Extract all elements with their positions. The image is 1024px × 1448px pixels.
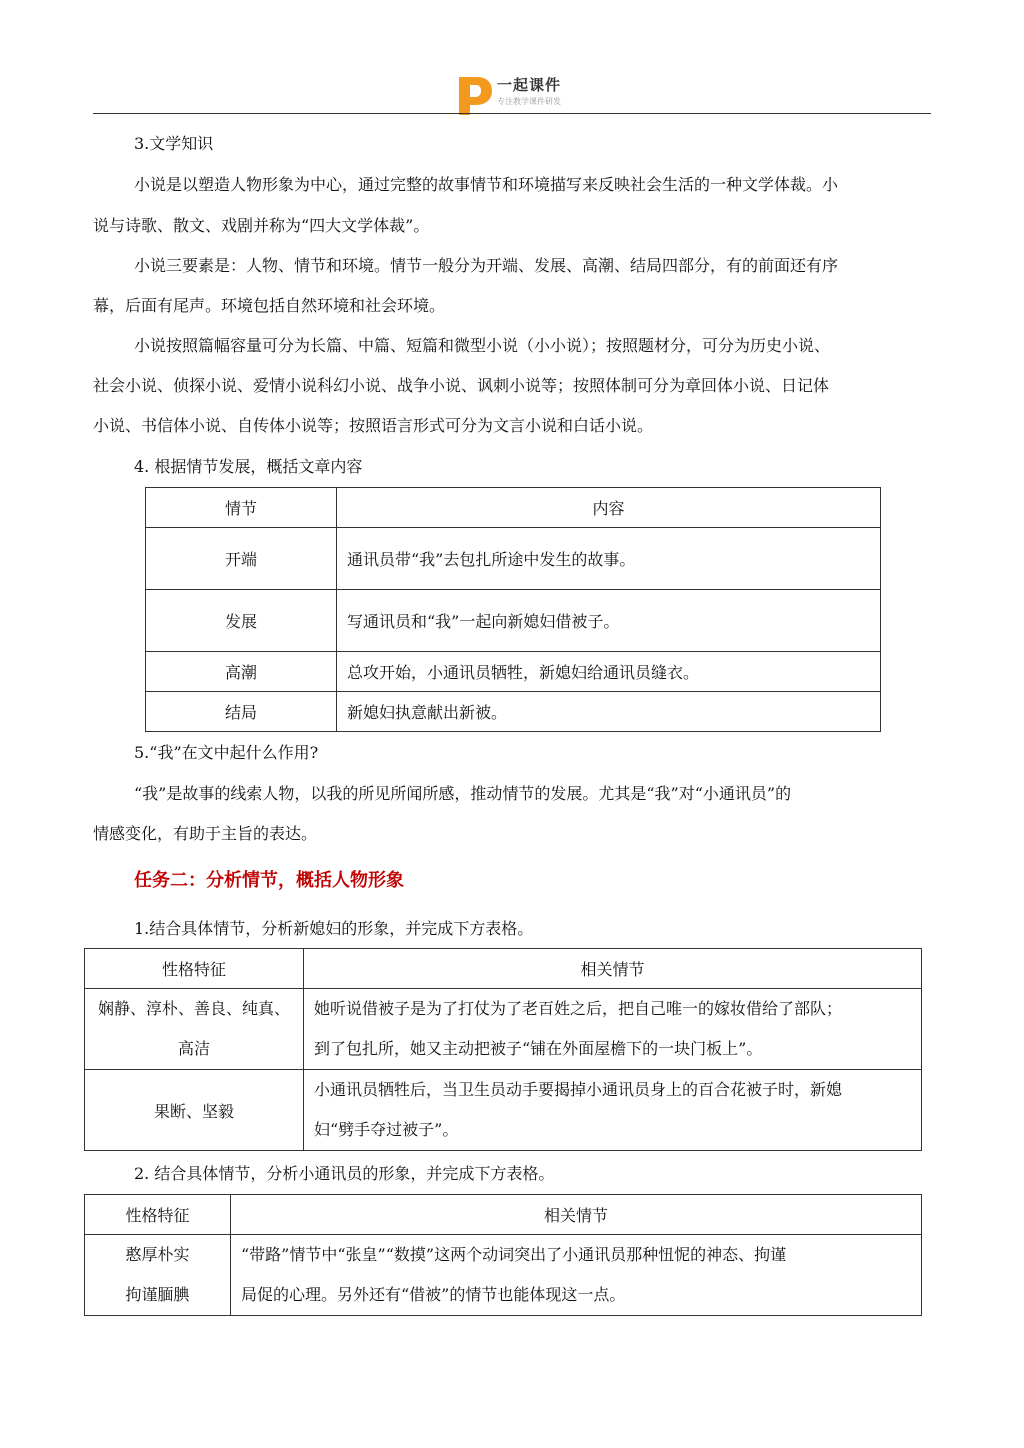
- plot-content: 总攻开始，小通讯员牺牲，新媳妇给通讯员缝衣。: [337, 652, 881, 692]
- plot-line: “带路”情节中“张皇”“数摸”这两个动词突出了小通讯员那种忸怩的神态、拘谨: [241, 1245, 787, 1264]
- trait-line: 娴静、淳朴、善良、纯真、: [97, 999, 290, 1018]
- task-2-title: 任务二：分析情节，概括人物形象: [134, 870, 404, 891]
- paragraph-2-line-1: 小说三要素是：人物、情节和环境。情节一般分为开端、发展、高潮、结局四部分，有的前面还有序: [134, 256, 839, 275]
- plot-stage: 开端: [146, 528, 337, 590]
- logo-name: 一起课件: [497, 76, 562, 94]
- trait-line: 憨厚朴实: [125, 1245, 190, 1264]
- page-header: [0, 60, 1024, 116]
- plot-cell: [304, 989, 922, 1070]
- section-3-title: 3.文学知识: [134, 134, 214, 153]
- table-row: [85, 1070, 922, 1151]
- paragraph-3-line-1: 小说按照篇幅容量可分为长篇、中篇、短篇和微型小说（小小说）；按照题材分，可分为历史小说、: [134, 336, 831, 355]
- column-header: 性格特征: [85, 1195, 231, 1235]
- section-5-line-1: “我”是故事的线索人物，以我的所见所闻所感，推动情节的发展。尤其是“我”对“小通讯员”的: [134, 784, 792, 803]
- plot-line: 到了包扎所，她又主动把被子“铺在外面屋檐下的一块门板上”。: [314, 1039, 763, 1058]
- header-divider: [93, 113, 931, 114]
- logo-slogan: 专注教学课件研发: [497, 97, 561, 106]
- trait-cell: [85, 1235, 231, 1316]
- table-row: [85, 1235, 922, 1316]
- trait-cell: 果断、坚毅: [85, 1070, 304, 1151]
- column-header: 情节: [146, 488, 337, 528]
- trait-line: 拘谨腼腆: [125, 1285, 190, 1304]
- section-5-line-2: 情感变化，有助于主旨的表达。: [93, 824, 318, 843]
- task-2-question-1: 1.结合具体情节，分析新媳妇的形象，并完成下方表格。: [134, 919, 534, 938]
- column-header: 内容: [337, 488, 881, 528]
- plot-line: 局促的心理。另外还有“借被”的情节也能体现这一点。: [241, 1285, 626, 1304]
- plot-content: 新媳妇执意献出新被。: [337, 692, 881, 732]
- plot-line: 妇“劈手夺过被子”。: [314, 1120, 459, 1139]
- section-4-title: 4. 根据情节发展，概括文章内容: [134, 457, 363, 476]
- plot-content: 通讯员带“我”去包扎所途中发生的故事。: [337, 528, 881, 590]
- table-row: [146, 652, 881, 692]
- bride-table: [84, 948, 922, 1151]
- plot-line: 小通讯员牺牲后，当卫生员动手要揭掉小通讯员身上的百合花被子时，新媳: [314, 1080, 843, 1099]
- column-header: 性格特征: [85, 949, 304, 989]
- plot-cell: [231, 1235, 922, 1316]
- plot-stage: 结局: [146, 692, 337, 732]
- logo-p-icon: [455, 73, 495, 117]
- plot-stage: 高潮: [146, 652, 337, 692]
- paragraph-1-line-2: 说与诗歌、散文、戏剧并称为“四大文学体裁”。: [93, 216, 430, 235]
- table-row: [85, 989, 922, 1070]
- plot-content: 写通讯员和“我”一起向新媳妇借被子。: [337, 590, 881, 652]
- table-header-row: [85, 1195, 922, 1235]
- task-2-question-2: 2. 结合具体情节，分析小通讯员的形象，并完成下方表格。: [134, 1164, 555, 1183]
- section-5-title: 5.“我”在文中起什么作用?: [134, 743, 319, 762]
- table-header-row: [146, 488, 881, 528]
- table-row: [146, 590, 881, 652]
- trait-cell: [85, 989, 304, 1070]
- paragraph-1-line-1: 小说是以塑造人物形象为中心，通过完整的故事情节和环境描写来反映社会生活的一种文学体裁。小: [134, 175, 839, 194]
- plot-cell: [304, 1070, 922, 1151]
- paragraph-2-line-2: 幕，后面有尾声。环境包括自然环境和社会环境。: [93, 296, 446, 315]
- table-row: [146, 692, 881, 732]
- column-header: 相关情节: [231, 1195, 922, 1235]
- table-header-row: [85, 949, 922, 989]
- column-header: 相关情节: [304, 949, 922, 989]
- table-row: [146, 528, 881, 590]
- trait-line: 高洁: [177, 1039, 210, 1058]
- messenger-table: [84, 1194, 922, 1316]
- paragraph-3-line-2: 社会小说、侦探小说、爱情小说科幻小说、战争小说、讽刺小说等；按照体制可分为章回体小说、日记体: [93, 376, 830, 395]
- plot-table: [145, 487, 881, 732]
- plot-line: 她听说借被子是为了打仗为了老百姓之后，把自己唯一的嫁妆借给了部队；: [314, 999, 843, 1018]
- paragraph-3-line-3: 小说、书信体小说、自传体小说等；按照语言形式可分为文言小说和白话小说。: [93, 416, 654, 435]
- plot-stage: 发展: [146, 590, 337, 652]
